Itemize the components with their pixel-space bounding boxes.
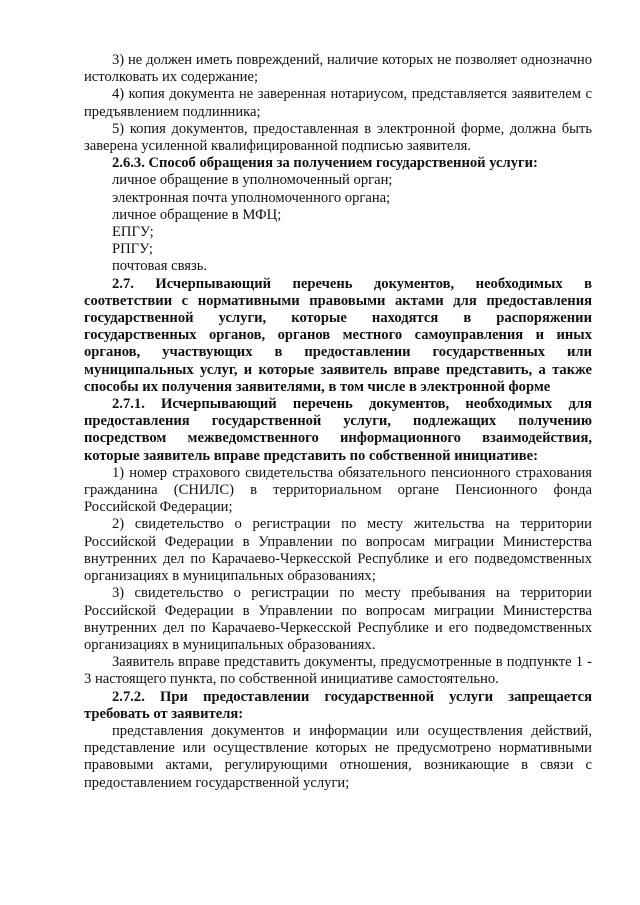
item-5: 5) копия документов, предоставленная в электронной форме, должна быть заверена усиленной квалифицированной подписью заявителя. (84, 120, 592, 155)
document-page (84, 52, 592, 792)
doc-item-1: 1) номер страхового свидетельства обязательного пенсионного страхования гражданина (СНИЛС) в территориальном органе Пенсионного фонда Российской Федерации; (84, 464, 592, 516)
item-4: 4) копия документа не заверенная нотариусом, представляется заявителем с предъявлением подлинника; (84, 86, 592, 120)
method-2: электронная почта уполномоченного органа; (112, 189, 391, 206)
item-3: 3) не должен иметь повреждений, наличие которых не позволяет однозначно истолковать их содержание; (84, 52, 592, 86)
heading-2-7-1: 2.7.1. Исчерпывающий перечень документов, необходимых для предоставления государственной услуги, подлежащих получению посредством межведомственного информационного взаимодействия, которые заявитель вправе представить по собственной инициативе: (84, 396, 592, 464)
heading-2-7-2: 2.7.2. При предоставлении государственной услуги запрещается требовать от заявителя: (84, 688, 592, 722)
method-4: ЕПГУ; (112, 224, 154, 241)
method-1: личное обращение в уполномоченный орган; (112, 172, 393, 189)
doc-item-2: 2) свидетельство о регистрации по месту жительства на территории Российской Федерации в Управлении по вопросам миграции Министерства внутренних дел по Карачаево-Черкесской Республике и его подведомственных организациях в муниципальных образованиях; (84, 516, 592, 585)
doc-item-3: 3) свидетельство о регистрации по месту пребывания на территории Российской Федерации в Управлении по вопросам миграции Министерства внутренних дел по Карачаево-Черкесской Республике и его подведомственных организациях в муниципальных образованиях. (84, 585, 592, 653)
applicant-note: Заявитель вправе представить документы, предусмотренные в подпункте 1 - 3 настоящего пункта, по собственной инициативе самостоятельно. (84, 654, 592, 688)
method-3: личное обращение в МФЦ; (112, 206, 282, 223)
heading-2-7: 2.7. Исчерпывающий перечень документов, необходимых в соответствии с нормативными правовыми актами для предоставления государственной услуги, которые находятся в распоряжении государственных органов, органов местного самоуправления и иных органов, участвующих в предоставлении государственных или муниципальных услуг, и которые заявитель вправе представить, а также способы их получения заявителями, в том числе в электронной форме (84, 275, 592, 395)
prohibition-item: представления документов и информации или осуществления действий, представление или осуществление которых не предусмотрено нормативными правовыми актами, регулирующими отношения, возникающие в связи с предоставлением государственной услуги; (84, 722, 592, 791)
method-5: РПГУ; (112, 241, 153, 258)
method-6: почтовая связь. (112, 258, 208, 275)
heading-2-6-3: 2.6.3. Способ обращения за получением государственной услуги: (112, 155, 538, 172)
